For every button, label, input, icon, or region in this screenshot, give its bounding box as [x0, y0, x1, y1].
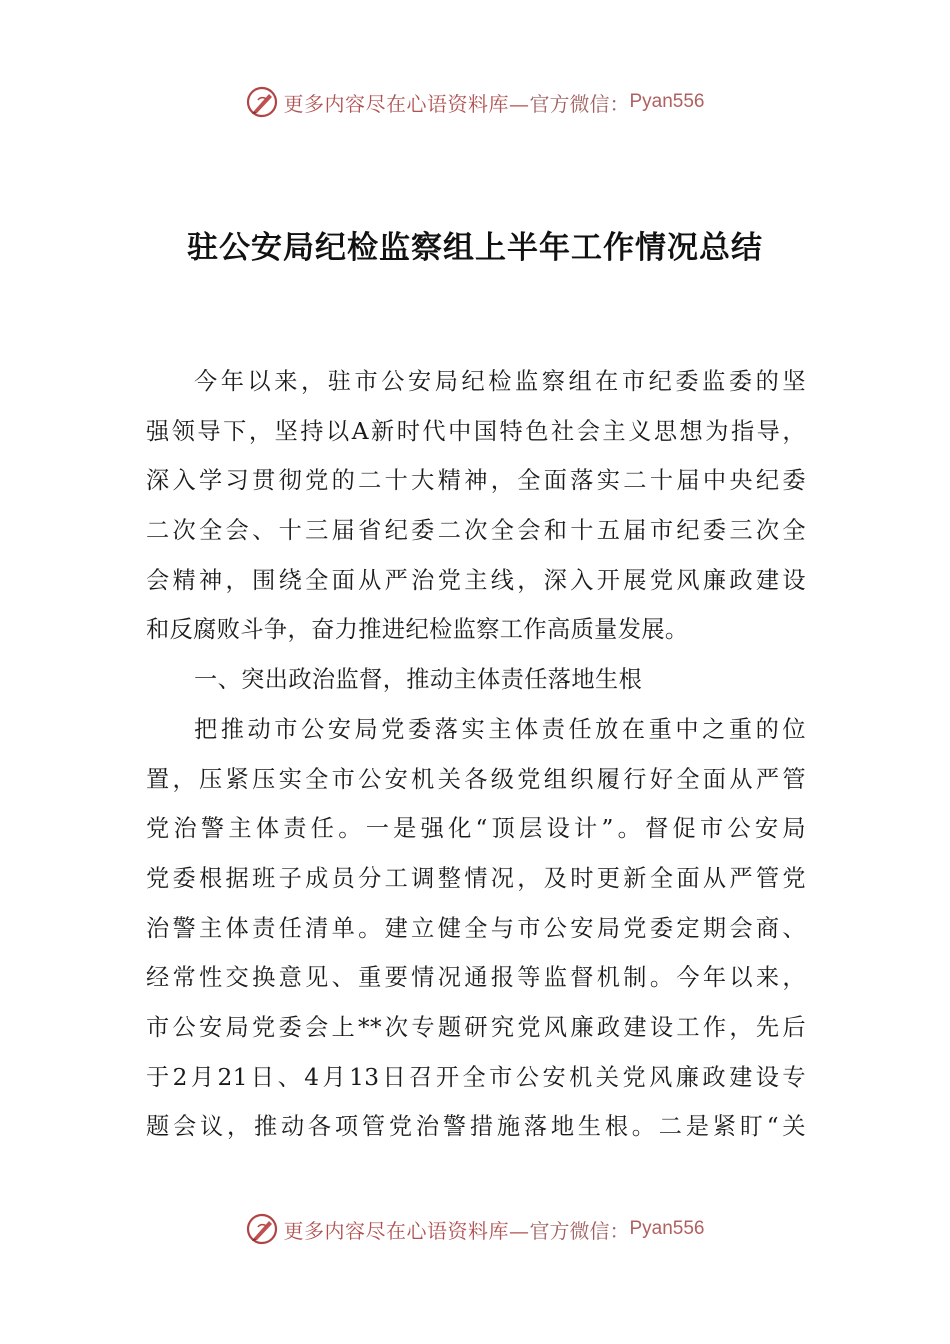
- body-line: 党委根据班子成员分工调整情况，及时更新全面从严管党: [146, 864, 806, 892]
- body-line: 会精神，围绕全面从严治党主线，深入开展党风廉政建设: [146, 566, 806, 594]
- body-line: 今年以来，驻市公安局纪检监察组在市纪委监委的坚: [194, 368, 806, 395]
- pen-logo-icon: [245, 1212, 279, 1246]
- body-line: 于2月21日、4月13日召开全市公安机关党风廉政建设专: [146, 1063, 806, 1091]
- body-line: 题会议，推动各项管党治警措施落地生根。二是紧盯“关: [146, 1113, 806, 1141]
- body-line: 把推动市公安局党委落实主体责任放在重中之重的位: [194, 715, 806, 743]
- body-line: 经常性交换意见、重要情况通报等监督机制。今年以来，: [146, 964, 806, 992]
- watermark-text: 更多内容尽在心语资料库—: [283, 91, 530, 116]
- body-line: 强领导下，坚持以A新时代中国特色社会主义思想为指导，: [146, 417, 806, 445]
- watermark-wechat-id: Pyan556: [629, 1218, 705, 1239]
- watermark-wechat-label: 官方微信：: [529, 1218, 630, 1243]
- document-body: [146, 357, 806, 1152]
- watermark-wechat-id: Pyan556: [629, 91, 705, 112]
- body-line: 和反腐败斗争，奋力推进纪检监察工作高质量发展。: [146, 616, 689, 644]
- body-line: 二次全会、十三届省纪委二次全会和十五届市纪委三次全: [146, 517, 806, 545]
- body-line: 深入学习贯彻党的二十大精神，全面落实二十届中央纪委: [146, 467, 806, 495]
- body-line: 治警主体责任清单。建立健全与市公安局党委定期会商、: [146, 914, 806, 942]
- body-line: 党治警主体责任。一是强化“顶层设计”。督促市公安局: [146, 815, 806, 843]
- pen-logo-icon: [245, 85, 279, 119]
- body-line: 市公安局党委会上**次专题研究党风廉政建设工作，先后: [146, 1013, 806, 1041]
- watermark-text: 更多内容尽在心语资料库—: [283, 1218, 530, 1243]
- body-line: 置，压紧压实全市公安机关各级党组织履行好全面从严管: [146, 765, 806, 793]
- section-heading: 一、突出政治监督，推动主体责任落地生根: [194, 666, 643, 694]
- document-title: 驻公安局纪检监察组上半年工作情况总结: [187, 230, 763, 266]
- watermark-footer: [0, 1209, 950, 1249]
- watermark-wechat-label: 官方微信：: [529, 91, 630, 116]
- watermark-header: [0, 82, 950, 122]
